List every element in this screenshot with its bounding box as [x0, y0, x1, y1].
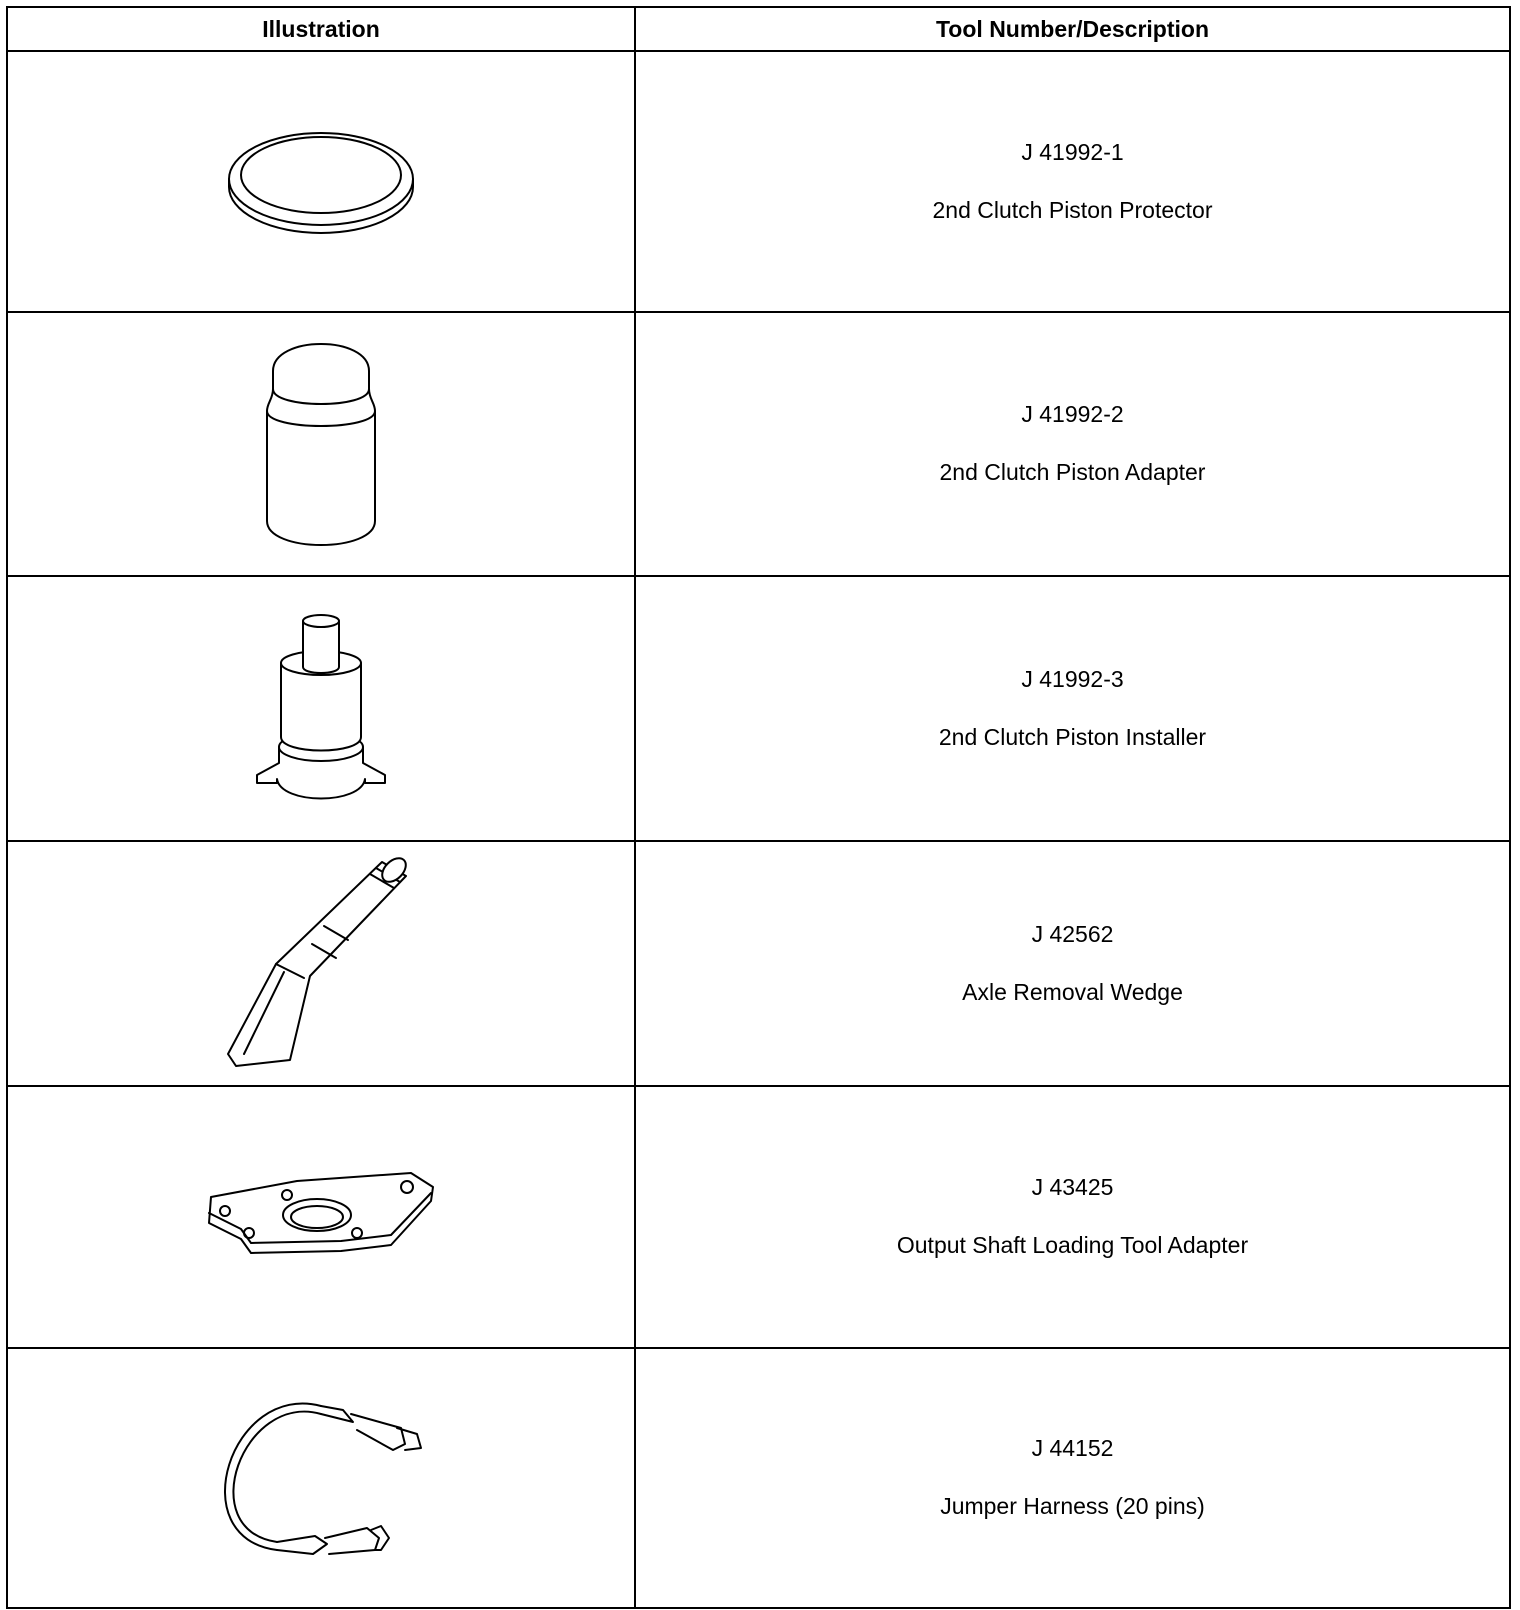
piston-installer-icon	[251, 609, 391, 809]
tool-description-cell	[635, 51, 1510, 312]
special-tools-table	[6, 6, 1511, 1609]
table-row	[7, 51, 1510, 312]
jumper-harness-icon	[211, 1388, 431, 1568]
table-row	[7, 841, 1510, 1086]
table-row	[7, 312, 1510, 576]
header-row	[7, 7, 1510, 51]
tool-number: J 44152	[1031, 1435, 1114, 1462]
tool-number-header: Tool Number/Description	[635, 7, 1510, 51]
tool-description-cell	[635, 312, 1510, 576]
tool-description-cell	[635, 841, 1510, 1086]
tool-number: J 43425	[1031, 1174, 1114, 1201]
tool-number: J 41992-1	[1021, 138, 1124, 165]
table-row	[7, 1086, 1510, 1348]
illustration-header: Illustration	[7, 7, 635, 51]
tool-description: Output Shaft Loading Tool Adapter	[896, 1232, 1249, 1258]
tool-description: 2nd Clutch Piston Installer	[938, 723, 1207, 750]
illustration-cell	[7, 1086, 635, 1348]
illustration-cell	[7, 312, 635, 576]
tool-description: 2nd Clutch Piston Protector	[932, 196, 1213, 223]
table-row	[7, 1348, 1510, 1608]
tool-description: 2nd Clutch Piston Adapter	[939, 459, 1206, 485]
table-row	[7, 576, 1510, 841]
shaft-adapter-plate-icon	[201, 1167, 441, 1267]
tool-description: Axle Removal Wedge	[962, 978, 1183, 1005]
tool-description-cell	[635, 1348, 1510, 1608]
piston-protector-ring-icon	[221, 127, 421, 237]
illustration-cell	[7, 1348, 635, 1608]
tool-number: J 42562	[1031, 920, 1114, 947]
illustration-cell	[7, 576, 635, 841]
illustration-cell	[7, 51, 635, 312]
piston-adapter-cylinder-icon	[261, 339, 381, 549]
tool-description: Jumper Harness (20 pins)	[940, 1493, 1205, 1519]
tool-description-cell	[635, 1086, 1510, 1348]
tool-description-cell	[635, 576, 1510, 841]
tool-number: J 41992-2	[1021, 401, 1124, 428]
illustration-cell	[7, 841, 635, 1086]
tool-number: J 41992-3	[1021, 665, 1124, 692]
axle-wedge-icon	[216, 854, 426, 1074]
